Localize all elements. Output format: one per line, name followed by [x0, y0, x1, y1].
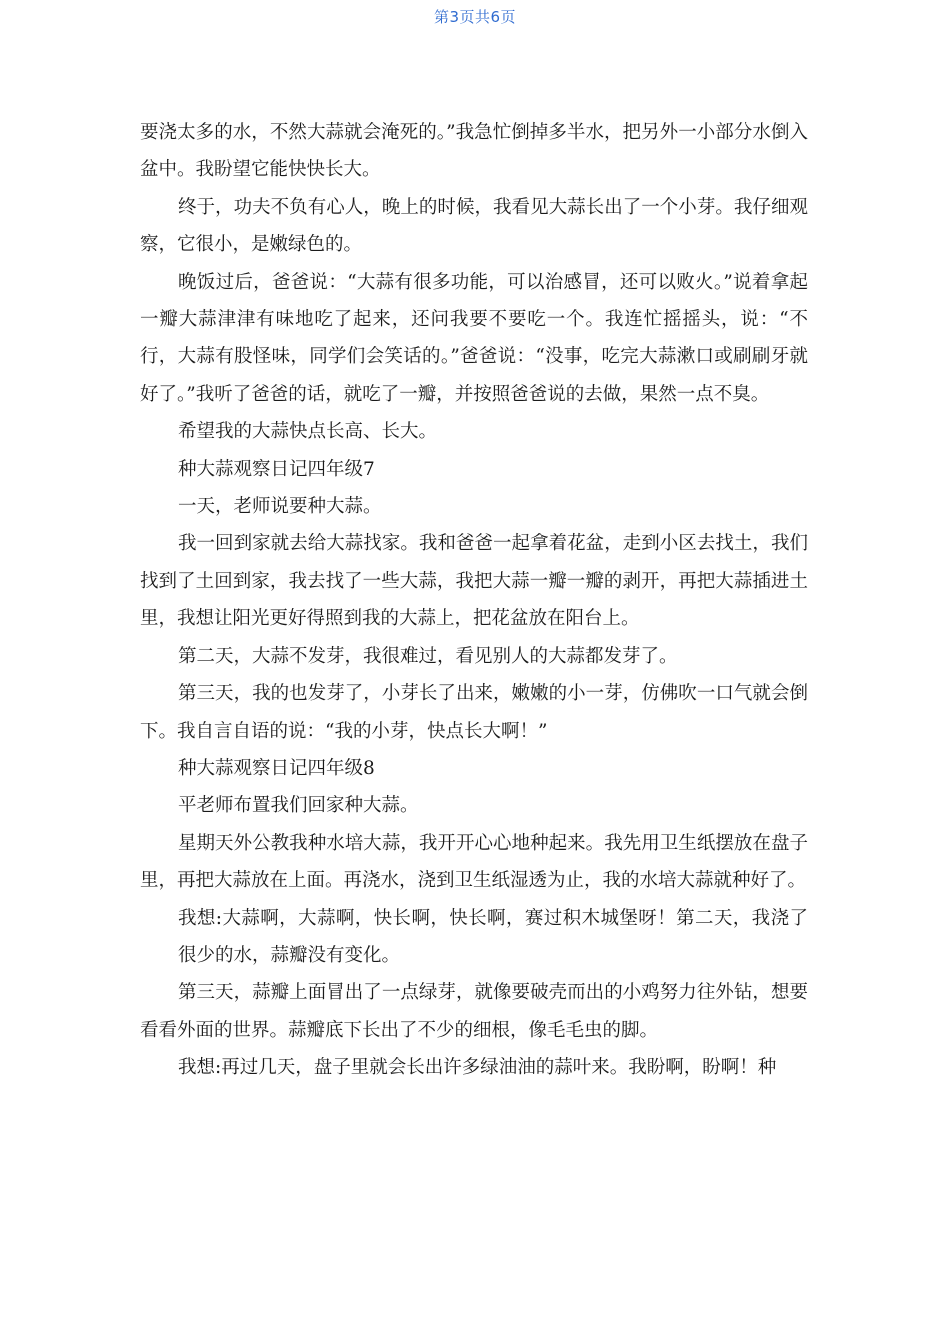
paragraph: 第二天，大蒜不发芽，我很难过，看见别人的大蒜都发芽了。	[178, 645, 678, 667]
paragraph: 一天，老师说要种大蒜。	[178, 496, 382, 518]
paragraph: 第三天，我的也发芽了，小芽长了出来，嫩嫩的小一芽，仿佛吹一口气就会倒下。我自言自语的说：“我的小芽，快点长大啊！”	[140, 683, 808, 742]
paragraph: 我想:再过几天，盘子里就会长出许多绿油油的蒜叶来。我盼啊，盼啊！种	[178, 1057, 777, 1079]
paragraph: 希望我的大蒜快点长高、长大。	[178, 421, 438, 443]
paragraph: 终于，功夫不负有心人，晚上的时候，我看见大蒜长出了一个小芽。我仔细观察，它很小，是嫩绿色的。	[140, 196, 808, 256]
page-indicator: 第3页共6页	[433, 8, 517, 26]
paragraph: 晚饭过后，爸爸说：“大蒜有很多功能，可以治感冒，还可以败火。”说着拿起一瓣大蒜津津有味地吃了起来，还问我要不要吃一个。我连忙摇摇头，说：“不行，大蒜有股怪味，同学们会笑话的。”爸爸说：“没事，吃完大蒜漱口或刷刷牙就好了。”我听了爸爸的话，就吃了一瓣，并按照爸爸说的去做，果然一点不臭。	[140, 271, 808, 405]
section-heading: 种大蒜观察日记四年级7	[178, 458, 375, 480]
paragraph: 第三天，蒜瓣上面冒出了一点绿芽，就像要破壳而出的小鸡努力往外钻，想要看看外面的世界。蒜瓣底下长出了不少的细根，像毛毛虫的脚。	[140, 982, 808, 1041]
section-heading: 种大蒜观察日记四年级8	[178, 757, 375, 779]
document-body	[140, 114, 808, 1087]
paragraph: 我想:大蒜啊，大蒜啊，快长啊，快长啊，赛过积木城堡呀！第二天，我浇了很少的水，蒜瓣没有变化。	[178, 907, 808, 966]
paragraph: 我一回到家就去给大蒜找家。我和爸爸一起拿着花盆，走到小区去找土，我们找到了土回到家，我去找了一些大蒜，我把大蒜一瓣一瓣的剥开，再把大蒜插进土里，我想让阳光更好得照到我的大蒜上，把花盆放在阳台上。	[140, 533, 808, 630]
paragraph: 星期天外公教我种水培大蒜，我开开心心地种起来。我先用卫生纸摆放在盘子里，再把大蒜放在上面。再浇水，浇到卫生纸湿透为止，我的水培大蒜就种好了。	[140, 832, 808, 892]
paragraph: 要浇太多的水，不然大蒜就会淹死的。”我急忙倒掉多半水，把另外一小部分水倒入盆中。我盼望它能快快长大。	[140, 122, 808, 181]
paragraph: 平老师布置我们回家种大蒜。	[178, 795, 419, 817]
